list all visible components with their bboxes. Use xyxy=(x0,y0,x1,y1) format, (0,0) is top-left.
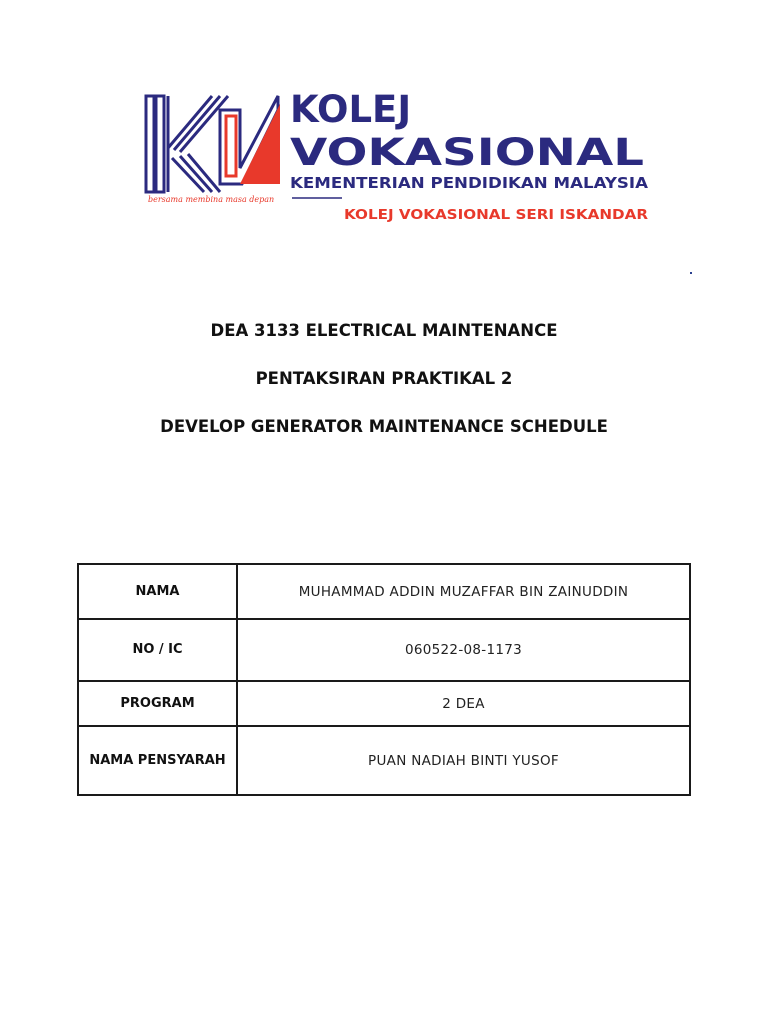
checkmark-icon xyxy=(220,96,280,184)
kv-emblem-icon xyxy=(146,96,228,192)
name-label: NAMA xyxy=(78,564,237,619)
table-row xyxy=(78,726,690,795)
course-title: DEA 3133 ELECTRICAL MAINTENANCE xyxy=(210,321,558,340)
logo-tagline: bersama membina masa depan xyxy=(148,195,275,204)
lecturer-value: PUAN NADIAH BINTI YUSOF xyxy=(237,726,690,795)
assessment-title: PENTAKSIRAN PRAKTIKAL 2 xyxy=(255,369,513,388)
logo-ministry: KEMENTERIAN PENDIDIKAN MALAYSIA xyxy=(290,174,648,192)
table-row xyxy=(78,564,690,619)
program-label: PROGRAM xyxy=(78,681,237,726)
student-info-table xyxy=(77,563,691,796)
logo-college: KOLEJ VOKASIONAL SERI ISKANDAR xyxy=(344,208,648,223)
task-title: DEVELOP GENERATOR MAINTENANCE SCHEDULE xyxy=(160,417,608,436)
logo-name-line2: VOKASIONAL xyxy=(290,131,644,174)
college-logo xyxy=(142,88,650,228)
ic-value: 060522-08-1173 xyxy=(237,619,690,681)
logo-name-line1: KOLEJ xyxy=(290,88,412,131)
table-row xyxy=(78,681,690,726)
table-row xyxy=(78,619,690,681)
name-value: MUHAMMAD ADDIN MUZAFFAR BIN ZAINUDDIN xyxy=(237,564,690,619)
program-value: 2 DEA xyxy=(237,681,690,726)
stray-dot xyxy=(690,272,692,274)
ic-label: NO / IC xyxy=(78,619,237,681)
lecturer-label: NAMA PENSYARAH xyxy=(78,726,237,795)
